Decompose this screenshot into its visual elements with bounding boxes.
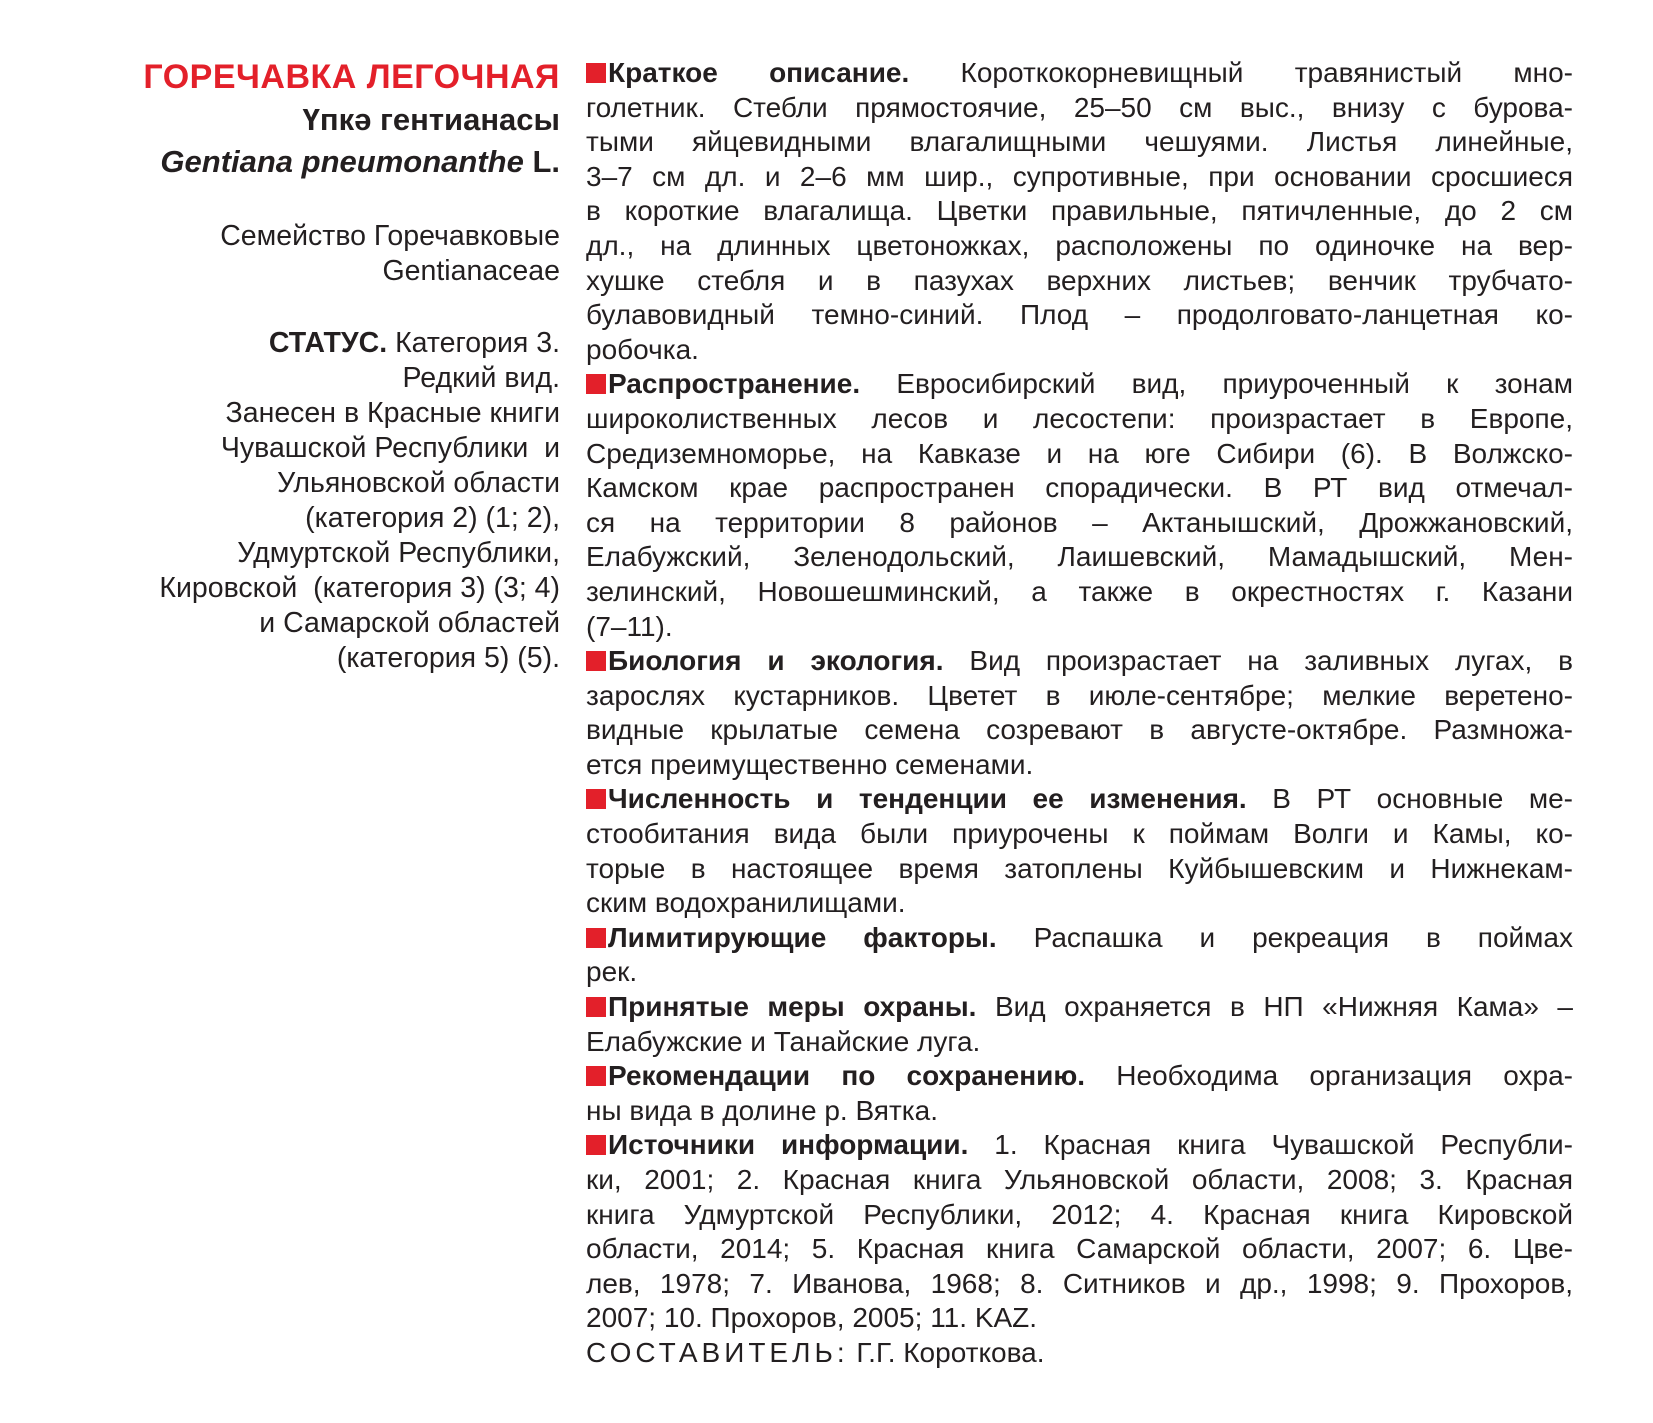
section-heading: Принятые меры охраны. [608, 991, 977, 1023]
article-body-column [586, 56, 1573, 1423]
body-line: Принятые меры охраны. Вид охраняется в НП «Нижняя Кама» – [586, 990, 1573, 1025]
family-block [112, 219, 560, 289]
section-heading: Распространение. [608, 368, 861, 400]
status-heading: СТАТУС. [268, 327, 388, 359]
section-bullet-icon [586, 63, 606, 83]
scientific-name-author: L. [523, 144, 560, 179]
section-bullet-icon [586, 651, 606, 671]
species-scientific-name [112, 141, 560, 183]
body-line: робочка. [586, 333, 699, 365]
section-bullet-icon [586, 1135, 606, 1155]
body-line: Источники информации. 1. Красная книга Чувашской Республи- [586, 1128, 1573, 1163]
body-line: в короткие влагалища. Цветки правильные, пятичленные, до 2 см [586, 195, 1573, 227]
status-line: (категория 2) (1; 2), [305, 502, 560, 534]
body-line: лев, 1978; 7. Иванова, 1968; 8. Ситников и др., 1998; 9. Прохоров, [586, 1267, 1573, 1299]
compiler-line [586, 1336, 1573, 1371]
family-name-ru: Семейство Горечавковые [220, 220, 560, 252]
status-line: Чувашской Республики и [220, 432, 560, 464]
body-line: широколиственных лесов и лесостепи: произрастает в Европе, [586, 402, 1573, 434]
body-line: Лимитирующие факторы. Распашка и рекреация в поймах [586, 921, 1573, 956]
body-line: 2007; 10. Прохоров, 2005; 11. KAZ. [586, 1302, 1038, 1334]
species-title-ru: ГОРЕЧАВКА ЛЕГОЧНАЯ [143, 58, 560, 96]
body-line: ны вида в долине р. Вятка. [586, 1094, 939, 1126]
body-line: Елабужский, Зеленодольский, Лаишевский, Мамадышский, Мен- [586, 541, 1573, 573]
body-line: (7–11). [586, 610, 673, 642]
body-line: 3–7 см дл. и 2–6 мм шир., супротивные, при основании сросшиеся [586, 160, 1573, 192]
body-line: ся на территории 8 районов – Актанышский, Дрожжановский, [586, 506, 1573, 538]
body-line: Камском крае распространен спорадически. В РТ вид отмечал- [586, 472, 1573, 504]
species-title-tatar: Үпкә гентианасы [302, 102, 560, 137]
status-line: Кировской (категория 3) (3; 4) [159, 572, 560, 604]
body-line: Рекомендации по сохранению. Необходима организация охра- [586, 1059, 1573, 1094]
status-line: Редкий вид. [402, 362, 560, 394]
body-line: Средиземноморье, на Кавказе и на юге Сибири (6). В Волжско- [586, 437, 1573, 469]
body-line: булавовидный темно-синий. Плод – продолговато-ланцетная ко- [586, 299, 1573, 331]
body-line: голетник. Стебли прямостоячие, 25–50 см выс., внизу с бурова- [586, 91, 1573, 123]
status-block [112, 326, 560, 676]
article-sections [586, 56, 1573, 1336]
section-heading: Численность и тенденции ее изменения. [608, 783, 1247, 815]
section-bullet-icon [586, 997, 606, 1017]
section-heading: Лимитирующие факторы. [608, 921, 997, 953]
body-line: хушке стебля и в пазухах верхних листьев; венчик трубчато- [586, 264, 1573, 296]
compiler-label: СОСТАВИТЕЛЬ: [586, 1336, 849, 1368]
body-line: зелинский, Новошешминский, а также в окрестностях г. Казани [586, 575, 1573, 607]
scientific-name-latin: Gentiana pneumonanthe [160, 144, 524, 179]
body-line: стообитания вида были приурочены к поймам Волги и Камы, ко- [586, 818, 1573, 850]
section-heading: Источники информации. [608, 1129, 969, 1161]
body-line: области, 2014; 5. Красная книга Самарской области, 2007; 6. Цве- [586, 1233, 1573, 1265]
body-line: Елабужские и Танайские луга. [586, 1025, 981, 1057]
body-line: Численность и тенденции ее изменения. В РТ основные ме- [586, 782, 1573, 817]
body-line: дл., на длинных цветоножках, расположены по одиночке на вер- [586, 229, 1573, 261]
status-line: СТАТУС. Категория 3. [268, 327, 560, 359]
body-line: зарослях кустарников. Цветет в июле-сентябре; мелкие веретено- [586, 679, 1573, 711]
body-line: Краткое описание. Короткокорневищный травянистый мно- [586, 56, 1573, 91]
section-heading: Рекомендации по сохранению. [608, 1060, 1086, 1092]
family-name-latin: Gentianaceae [382, 255, 560, 287]
body-line: тыми яйцевидными влагалищными чешуями. Листья линейные, [586, 126, 1573, 158]
status-line: (категория 5) (5). [336, 642, 560, 674]
body-line: видные крылатые семена созревают в августе-октябре. Размножа- [586, 714, 1573, 746]
body-line: торые в настоящее время затоплены Куйбышевским и Нижнекам- [586, 852, 1573, 884]
status-line: Ульяновской области [277, 467, 560, 499]
status-line: Удмуртской Республики, [237, 537, 560, 569]
body-line: ется преимущественно семенами. [586, 748, 1034, 780]
section-bullet-icon [586, 1066, 606, 1086]
body-line: рек. [586, 956, 638, 988]
body-line: ки, 2001; 2. Красная книга Ульяновской области, 2008; 3. Красная [586, 1164, 1573, 1195]
body-line: книга Удмуртской Республики, 2012; 4. Красная книга Кировской [586, 1198, 1573, 1230]
compiler-name: Г.Г. Короткова. [848, 1336, 1045, 1368]
body-line: Биология и экология. Вид произрастает на заливных лугах, в [586, 644, 1573, 679]
section-bullet-icon [586, 928, 606, 948]
status-line: Занесен в Красные книги [225, 397, 560, 429]
section-bullet-icon [586, 789, 606, 809]
body-line: Распространение. Евросибирский вид, приуроченный к зонам [586, 367, 1573, 402]
species-info-column [112, 56, 560, 1423]
section-heading: Краткое описание. [608, 57, 910, 88]
section-bullet-icon [586, 374, 606, 394]
status-line: и Самарской областей [259, 607, 560, 639]
section-heading: Биология и экология. [608, 645, 944, 677]
body-line: ским водохранилищами. [586, 887, 906, 919]
